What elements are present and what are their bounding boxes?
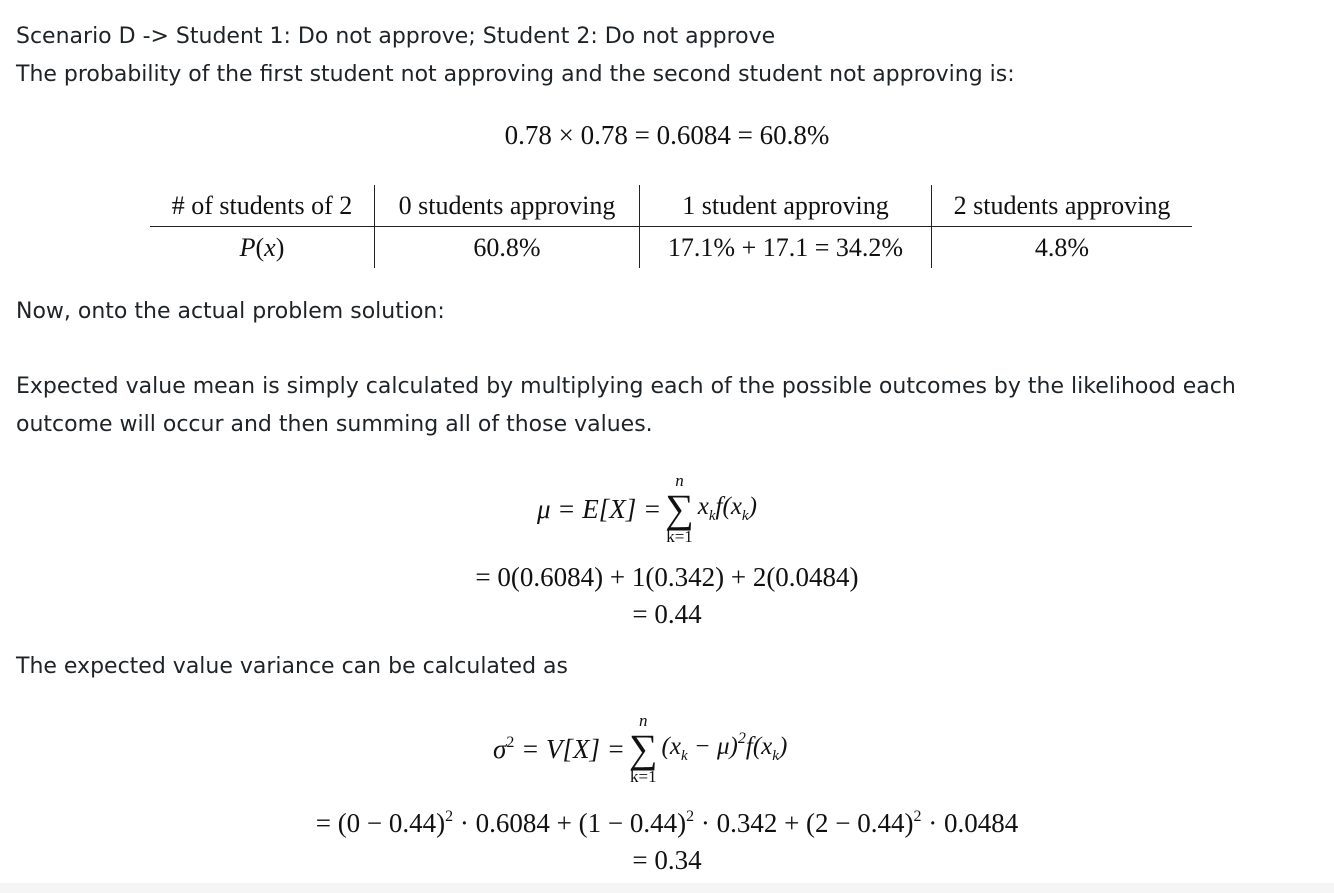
mean-formula: μ = E[X] = n ∑ k=1 $x_kf(x_k)$ bbox=[537, 471, 757, 546]
probability-table bbox=[150, 185, 1192, 268]
table-cell: 17.1% + 17.1 = 34.2% bbox=[640, 227, 932, 269]
scenario-line: Scenario D -> Student 1: Do not approve; Student 2: Do not approve bbox=[16, 24, 776, 49]
onto-solution-text: Now, onto the actual problem solution: bbox=[16, 299, 445, 324]
table-row-label: P(x) bbox=[150, 227, 375, 269]
probability-line: The probability of the first student not approving and the second student not approving is: bbox=[16, 62, 1015, 87]
variance-formula: $\sigma^2 = V[X]$ = n ∑ k=1 $(x_k - \mu)^2f(x_k)$ bbox=[493, 711, 788, 786]
table-header-cell: 2 students approving bbox=[932, 185, 1193, 227]
table-row bbox=[150, 227, 1192, 269]
mean-expansion: = 0(0.6084) + 1(0.342) + 2(0.0484) bbox=[475, 562, 859, 592]
table-header-cell: # of students of 2 bbox=[150, 185, 375, 227]
table-cell: 4.8% bbox=[1034, 232, 1090, 262]
mean-result: = 0.44 bbox=[632, 599, 702, 629]
summation-sign: n ∑ k=1 bbox=[629, 711, 658, 786]
scenario-equation: 0.78 × 0.78 = 0.6084 = 60.8% bbox=[504, 120, 830, 150]
variance-intro-text: The expected value variance can be calculated as bbox=[16, 654, 568, 679]
table-header-cell: 1 student approving bbox=[640, 185, 932, 227]
expected-value-text-line1: Expected value mean is simply calculated by multiplying each of the possible outcomes by the likelihood each bbox=[16, 374, 1236, 399]
variance-expansion: = $(0 - 0.44)^2 \cdot 0.6084 + (1 - 0.44)^2 \cdot 0.342 + (2 - 0.44)^2 \cdot 0.0484$ bbox=[315, 808, 1019, 838]
summation-sign: n ∑ k=1 bbox=[665, 471, 694, 546]
table-cell: 60.8% bbox=[375, 227, 640, 269]
expected-value-text-line2: outcome will occur and then summing all of those values. bbox=[16, 412, 653, 437]
table-header-cell: 0 students approving bbox=[375, 185, 640, 227]
mean-lhs: μ = E[X] = bbox=[537, 493, 662, 524]
table-header-row bbox=[150, 185, 1192, 227]
variance-lhs: $\sigma^2 = V[X]$ = bbox=[493, 733, 626, 764]
variance-result: = 0.34 bbox=[632, 845, 702, 875]
page-bottom-edge bbox=[0, 883, 1334, 893]
